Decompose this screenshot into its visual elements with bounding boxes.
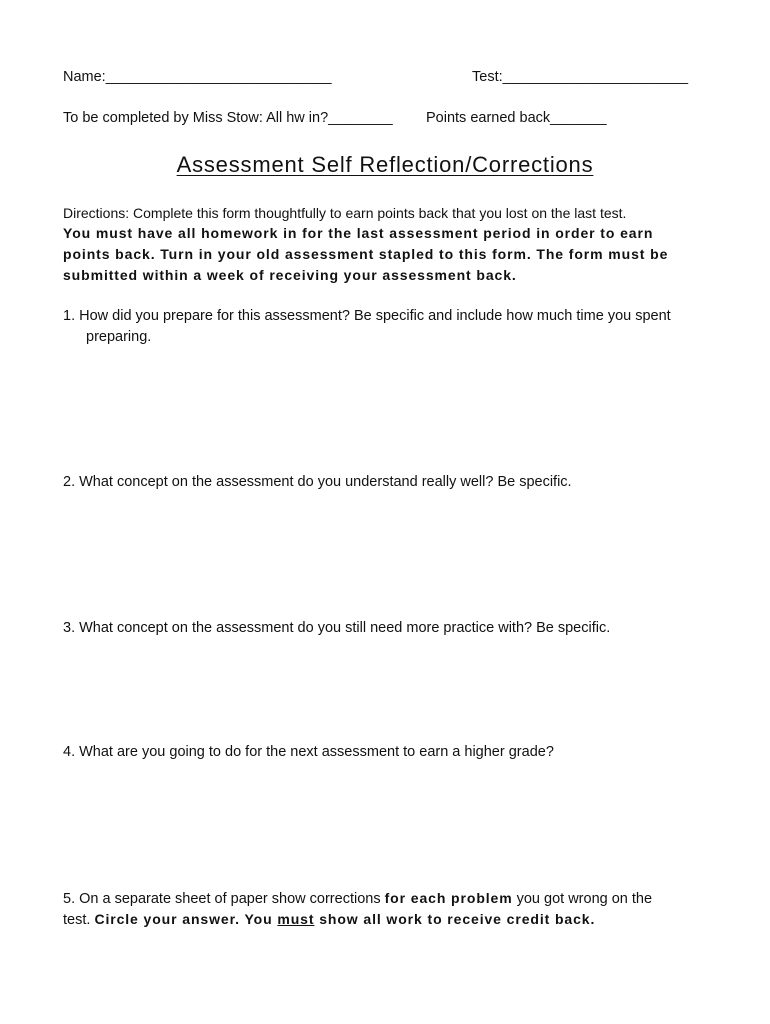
points-earned-field [426,108,607,128]
question-5-line-1 [63,888,652,909]
name-field[interactable] [63,67,332,87]
test-label: Test: [472,69,503,85]
question-5-text-c: test. [63,912,95,928]
test-field[interactable] [472,67,688,87]
question-5-bold-c: show all work to receive credit back. [314,911,596,927]
hw-blank[interactable]: ________ [328,110,393,126]
points-label: Points earned back [426,110,551,126]
question-5-text-b: you got wrong on the [512,891,653,907]
name-blank[interactable]: ____________________________ [105,69,332,85]
question-5-bold-b: Circle your answer. You [94,911,278,927]
question-4: 4. What are you going to do for the next assessment to earn a higher grade? [63,744,554,760]
question-1-line-1: 1. How did you prepare for this assessment? Be specific and include how much time you spent [63,308,671,324]
question-3: 3. What concept on the assessment do you still need more practice with? Be specific. [63,620,611,636]
teacher-line [63,108,393,128]
question-5-text-a: 5. On a separate sheet of paper show corrections [63,891,385,907]
question-2: 2. What concept on the assessment do you understand really well? Be specific. [63,474,572,490]
question-1-line-2: preparing. [86,329,152,345]
directions-bold-line-1: You must have all homework in for the last assessment period in order to earn [63,225,654,241]
name-label: Name: [63,69,106,85]
points-blank[interactable]: _______ [550,110,607,126]
directions-bold-line-2: points back. Turn in your old assessment stapled to this form. The form must be [63,246,669,262]
question-5-bold-a: for each problem [384,890,513,906]
directions-intro: Directions: Complete this form thoughtfully to earn points back that you lost on the last test. [63,205,627,221]
page-title [0,151,770,179]
teacher-text: To be completed by Miss Stow: All hw in? [63,110,329,126]
directions-bold-line-3: submitted within a week of receiving your assessment back. [63,267,517,283]
test-blank[interactable]: _______________________ [502,69,689,85]
question-5-bold-underlined: must [277,911,315,927]
page-title-text: Assessment Self Reflection/Corrections [176,152,594,177]
question-5-line-2 [63,909,595,930]
